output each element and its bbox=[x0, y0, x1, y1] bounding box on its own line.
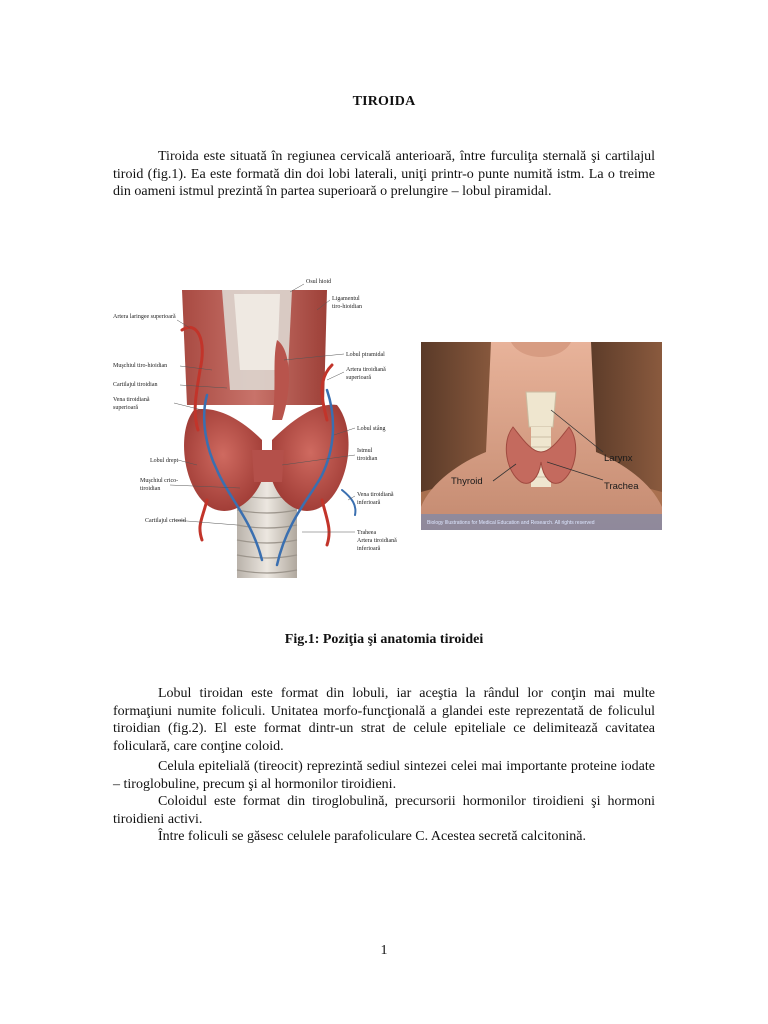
label-inferior-thyroid-vein-2: inferioară bbox=[357, 500, 381, 506]
page-number: 1 bbox=[380, 943, 388, 958]
body-paragraph-4: Între foliculi se găsesc celulele parafoliculare C. Acestea secretă calcitonină. bbox=[158, 829, 586, 844]
thyroid-anatomy-illustration bbox=[112, 270, 402, 582]
label-superior-thyroid-vein: Vena tiroidiană bbox=[113, 397, 150, 403]
label-thyroid: Thyroid bbox=[451, 476, 483, 487]
watermark-text: Biology Illustrations for Medical Education and Research. All rights reserved bbox=[427, 520, 595, 526]
label-inferior-thyroid-vein: Vena tiroidiană bbox=[357, 492, 394, 498]
label-superior-thyroid-vein-2: superioară bbox=[113, 405, 138, 411]
label-superior-thyroid-artery-2: superioară bbox=[346, 375, 371, 381]
label-larynx: Larynx bbox=[604, 453, 633, 464]
page-title: TIROIDA bbox=[352, 94, 416, 109]
label-cricothyroid-muscle: Muşchiul crico- bbox=[140, 478, 179, 484]
label-isthmus: Istmul bbox=[357, 448, 373, 454]
label-isthmus-2: tiroidian bbox=[357, 456, 378, 462]
label-right-lobe: Lobul drept bbox=[150, 458, 179, 464]
label-thyrohyoid-muscle: Muşchiul tiro-hioidian bbox=[113, 363, 168, 369]
intro-paragraph: Tiroida este situată în regiunea cervicală anterioară, între furculiţa sternală şi cartilajul tiroid (fig.1). Ea este formată din doi lobi laterali, uniţi printr-o punte numită istm. La o treime din oameni istmul prezintă în partea superioară o prelungire – lobul piramidal. bbox=[113, 149, 655, 199]
thyrohyoid-ligament bbox=[234, 294, 280, 370]
body-paragraph-2: Celula epitelială (tireocit) reprezintă sediul sintezei celei mai importante proteine iodate – tiroglobuline, precum şi al hormonilor tiroidieni. bbox=[113, 759, 655, 792]
body-paragraph-1: Lobul tiroidan este format din lobuli, iar aceştia la rândul lor conţin mai multe formaţiuni numite foliculi. Unitatea morfo-funcţională a glandei este reprezentată de foliculul tiroidian (fig.2). El este format dintr-un strat de celule epiteliale ce delimitează cavitatea foliculară, care conţine coloid. bbox=[113, 686, 655, 754]
isthmus bbox=[252, 450, 284, 482]
label-pyramidal-lobe: Lobul piramidal bbox=[346, 352, 385, 358]
label-thyroid-cartilage: Cartilajul tiroidian bbox=[113, 382, 158, 388]
label-thyrohyoid-ligament-2: tiro-hioidian bbox=[332, 304, 362, 310]
label-thyrohyoid-ligament: Ligamentul bbox=[332, 296, 360, 302]
label-inferior-thyroid-artery: Artera tiroidiană bbox=[357, 538, 397, 544]
label-hyoid: Osul hioid bbox=[306, 279, 332, 285]
thyroid-neck-illustration bbox=[421, 342, 662, 530]
body-paragraph-3: Coloidul este format din tiroglobulină, precursorii hormonilor tiroidieni şi hormoni tiroidieni activi. bbox=[113, 794, 655, 827]
label-cricoid-cartilage: Cartilajul cricoid bbox=[145, 518, 186, 524]
label-trachea: Trachea bbox=[604, 481, 639, 492]
label-cricothyroid-muscle-2: tiroidian bbox=[140, 486, 161, 492]
larynx bbox=[526, 392, 556, 427]
label-superior-laryngeal-artery: Artera laringee superioară bbox=[113, 314, 176, 320]
label-left-lobe: Lobul stâng bbox=[357, 426, 386, 432]
label-superior-thyroid-artery: Artera tiroidiană bbox=[346, 367, 386, 373]
label-trachea: Traheea bbox=[357, 530, 377, 536]
figure-caption: Fig.1: Poziţia şi anatomia tiroidei bbox=[284, 632, 484, 647]
label-inferior-thyroid-artery-2: inferioară bbox=[357, 546, 381, 552]
